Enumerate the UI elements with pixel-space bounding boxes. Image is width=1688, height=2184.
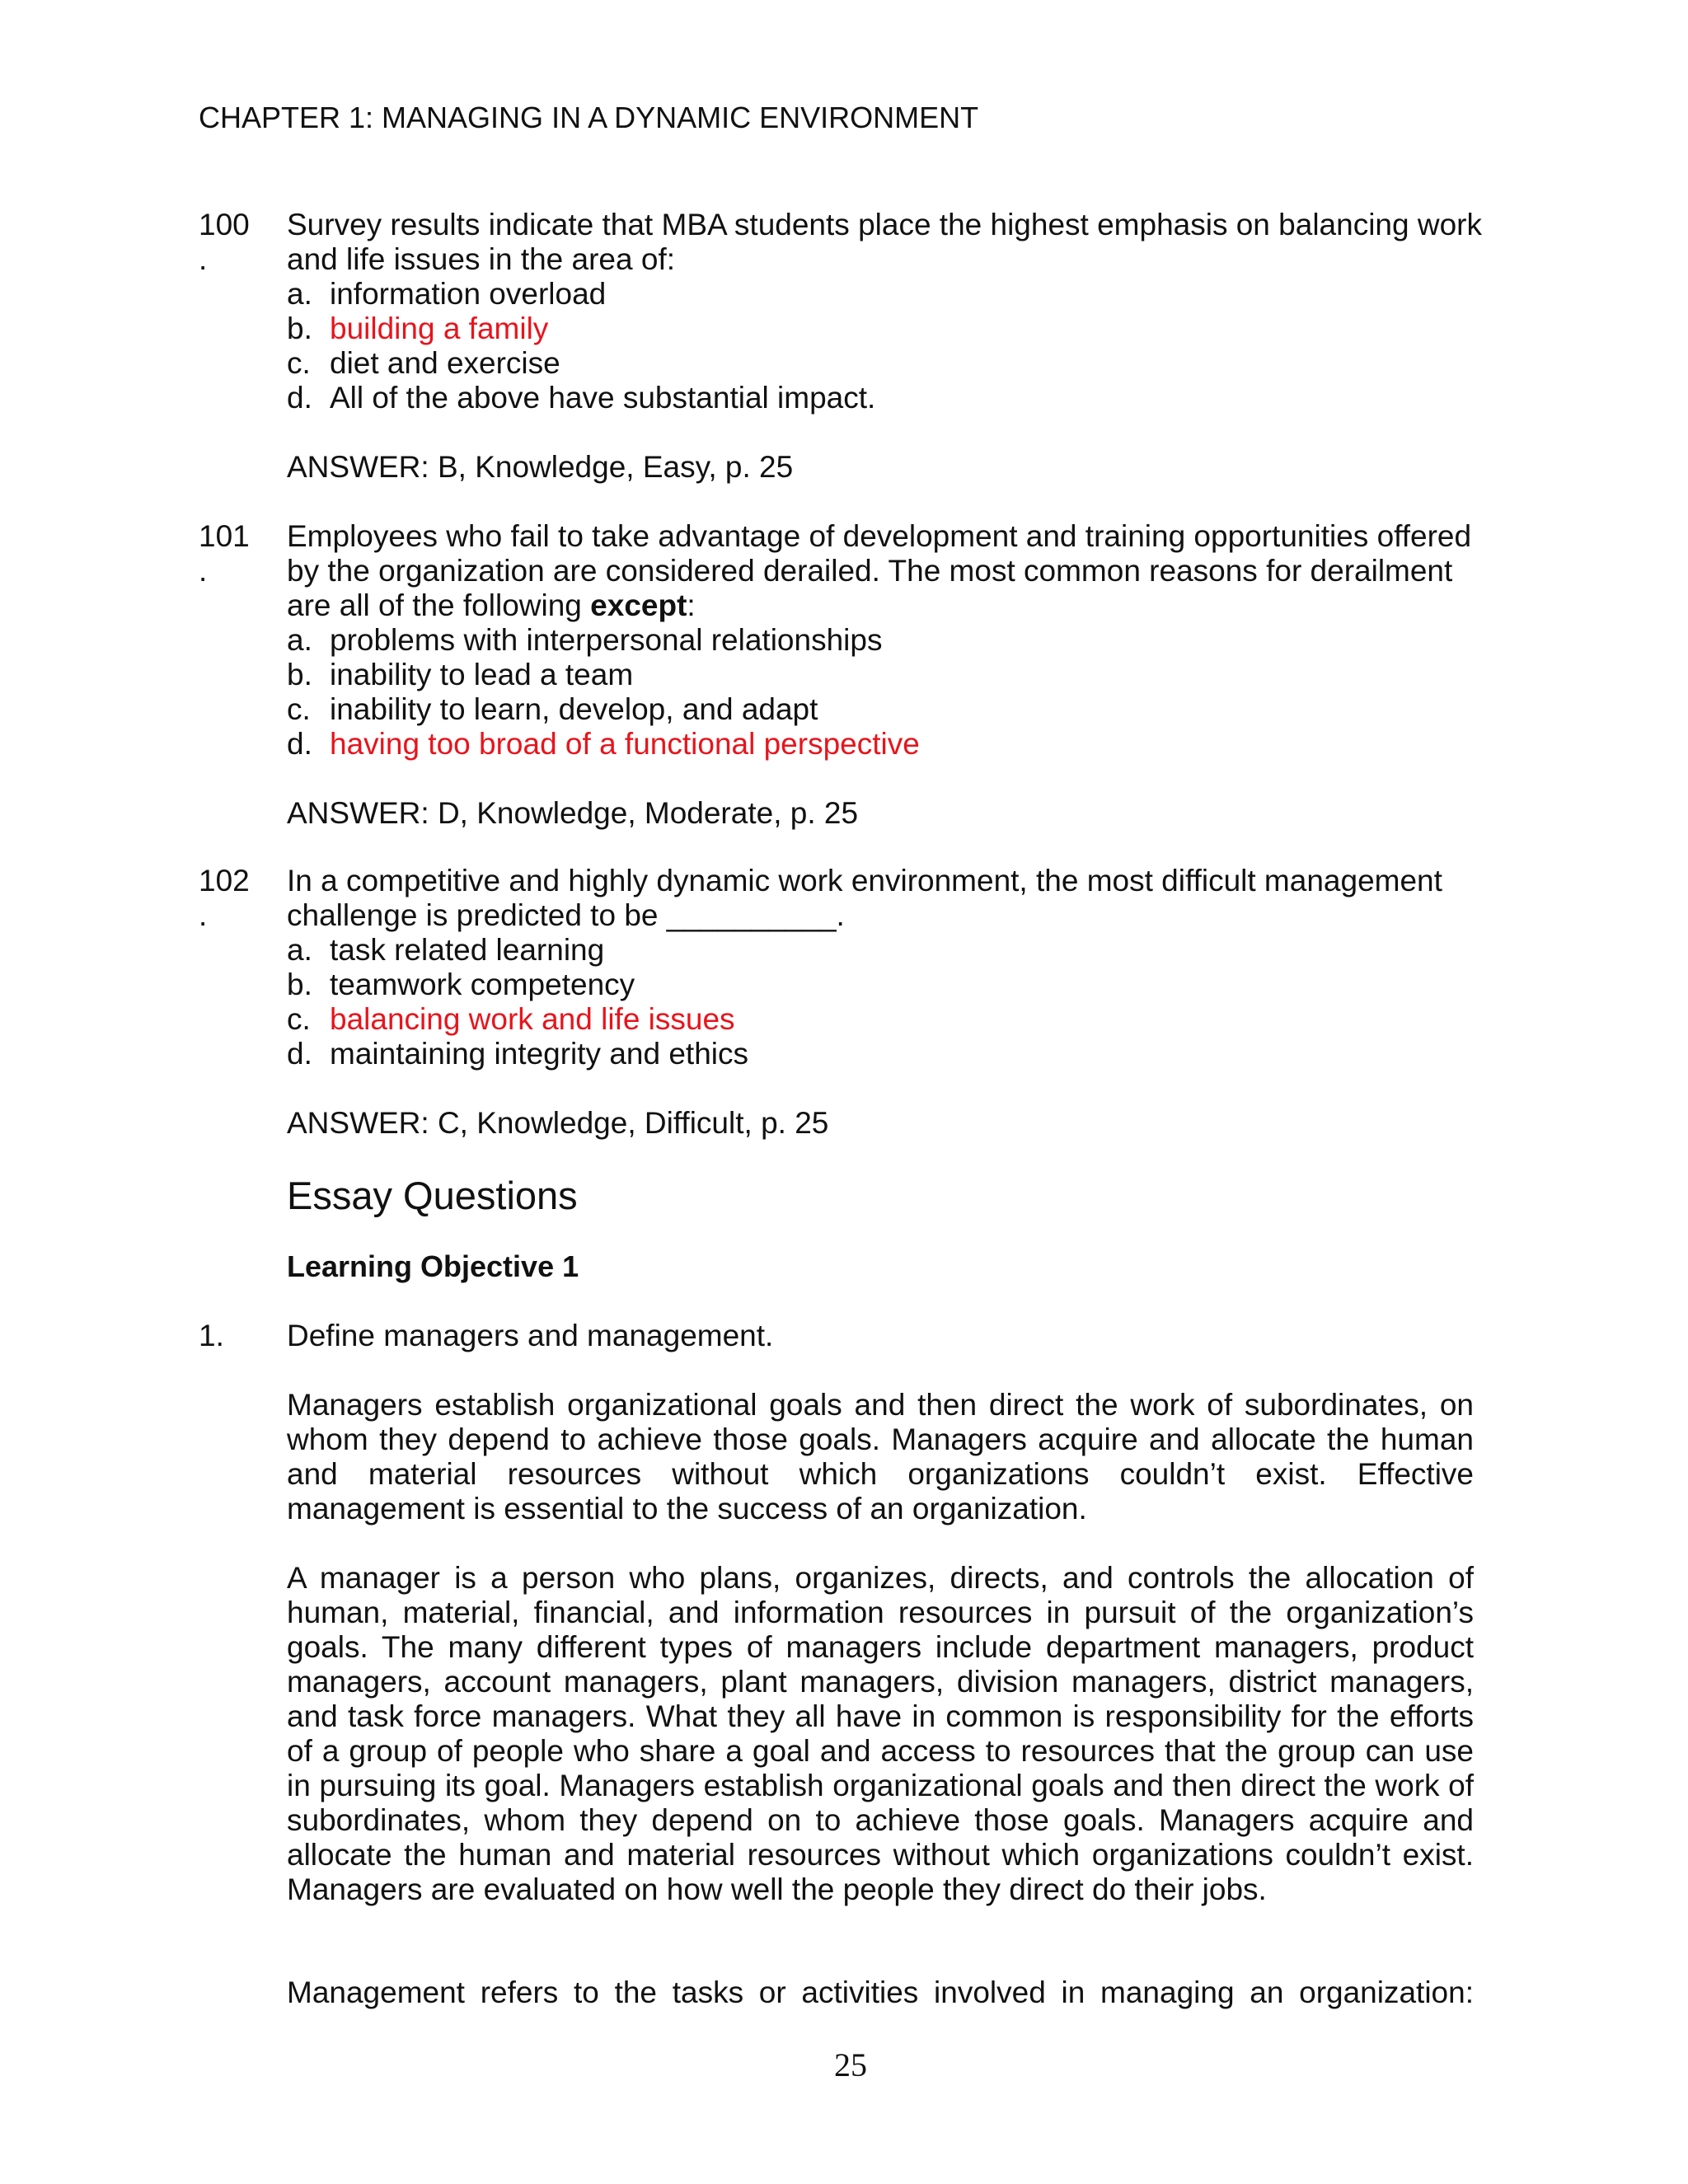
essay-paragraph-2: A manager is a person who plans, organizes, directs, and controls the allocation of human, material, financial, and information resources in pursuit of the organization’s goals. The many different types of managers include department managers, product managers, account managers, plant managers, division managers, district managers, and task force managers. What they all have in common is responsibility for the efforts of a group of people who share a goal and access to resources that the group can use in pursuing its goal. Managers establish organizational goals and then direct the work of subordinates, whom they depend on to achieve those goals. Managers acquire and allocate the human and material resources without which organizations couldn’t exist. Managers are evaluated on how well the people they direct do their jobs. xyxy=(287,1561,1474,1906)
option-a: a. problems with interpersonal relationships xyxy=(287,623,883,657)
learning-objective: Learning Objective 1 xyxy=(287,1249,579,1283)
option-c: c. balancing work and life issues xyxy=(287,1002,735,1036)
option-d: d. All of the above have substantial impact. xyxy=(287,381,876,415)
option-d: d. having too broad of a functional perspective xyxy=(287,727,920,761)
essay-paragraph-1: Managers establish organizational goals and then direct the work of subordinates, on whom they depend to achieve those goals. Managers acquire and allocate the human and material resources without which organizations couldn’t exist. Effective management is essential to the success of an organization. xyxy=(287,1388,1474,1526)
option-a: a. task related learning xyxy=(287,933,605,967)
question-stem: In a competitive and highly dynamic work environment, the most difficult management challenge is predicted to be __________. xyxy=(287,864,1442,932)
option-a: a. information overload xyxy=(287,277,607,311)
answer-line: ANSWER: C, Knowledge, Difficult, p. 25 xyxy=(287,1106,829,1140)
question-100 xyxy=(287,208,1482,485)
option-b: b. inability to lead a team xyxy=(287,658,634,691)
question-102 xyxy=(287,864,1457,1141)
page-number: 25 xyxy=(834,2046,867,2083)
essay-question: Define managers and management. xyxy=(287,1319,774,1352)
question-number: 100 . xyxy=(199,208,250,276)
answer-line: ANSWER: B, Knowledge, Easy, p. 25 xyxy=(287,450,794,484)
answer-line: ANSWER: D, Knowledge, Moderate, p. 25 xyxy=(287,796,859,830)
option-c: c. diet and exercise xyxy=(287,346,560,380)
section-heading: Essay Questions xyxy=(287,1174,578,1217)
question-stem: Employees who fail to take advantage of development and training opportunities offered by the organization are considered derailed. The most common reasons for derailment are all of the following except: xyxy=(287,519,1472,622)
question-101 xyxy=(287,519,1490,831)
question-stem: Survey results indicate that MBA students place the highest emphasis on balancing work and life issues in the area of: xyxy=(287,208,1482,276)
option-d: d. maintaining integrity and ethics xyxy=(287,1037,749,1071)
question-number: 102 . xyxy=(199,864,250,932)
correct-answer: building a family xyxy=(330,312,549,345)
chapter-header: CHAPTER 1: MANAGING IN A DYNAMIC ENVIRONMENT xyxy=(199,101,979,134)
option-c: c. inability to learn, develop, and adapt xyxy=(287,692,818,726)
essay-question-number: 1. xyxy=(199,1319,224,1352)
correct-answer: having too broad of a functional perspective xyxy=(330,727,920,761)
option-b: b. teamwork competency xyxy=(287,968,635,1001)
option-b: b. building a family xyxy=(287,312,549,345)
question-number: 101 . xyxy=(199,519,250,588)
essay-paragraph-3: Management refers to the tasks or activities involved in managing an organization: xyxy=(287,1975,1474,2009)
correct-answer: balancing work and life issues xyxy=(330,1002,735,1036)
